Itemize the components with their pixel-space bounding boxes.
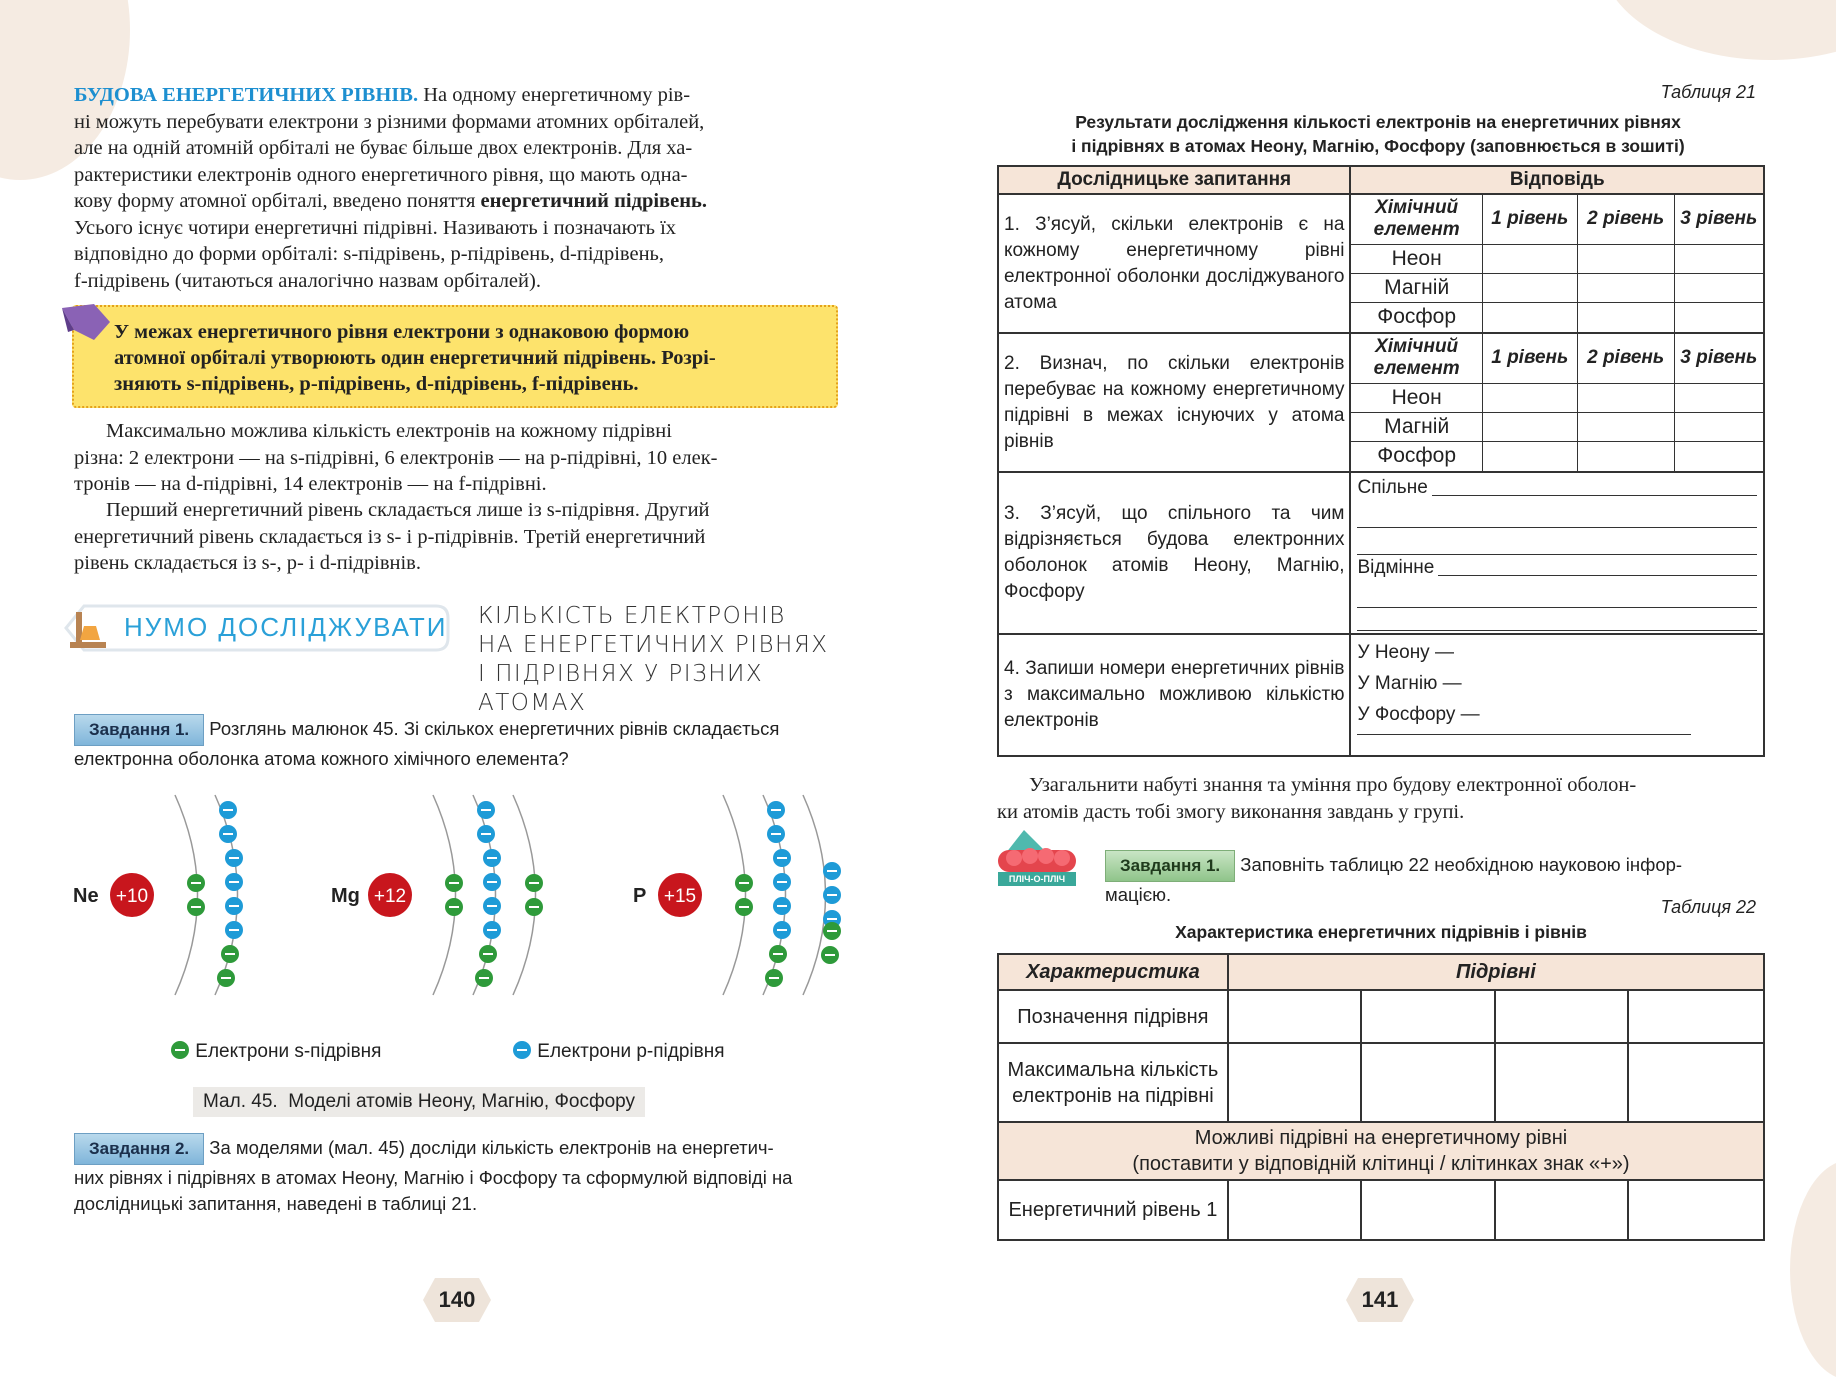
nucleus-charge: +10 — [115, 886, 149, 907]
table22-title: Характеристика енергетичних підрівнів і рівнів — [1175, 922, 1587, 942]
table21-title: Результати дослідження кількості електронів на енергетичних рівнях і підрівнях в атомах Неону, Магнію, Фосфору (заповнюється в зошиті) — [1071, 112, 1685, 156]
electron-minus — [827, 918, 837, 920]
answer-cell[interactable] — [1628, 990, 1764, 1043]
task-tag: Завдання 2. — [74, 1133, 204, 1165]
task-1-right: Завдання 1. Заповніть таблицю 22 необхідною науковою інфор- мацією. — [1105, 850, 1765, 908]
electron-minus — [827, 894, 837, 896]
electron-minus — [191, 882, 201, 884]
answer-cell[interactable] — [1361, 990, 1495, 1043]
answer-cell[interactable] — [1577, 244, 1674, 273]
legend-p: Електрони p-підрівня — [512, 1040, 725, 1063]
answer-cell[interactable] — [1482, 441, 1577, 472]
row-designation: Позначення підрівня — [998, 990, 1228, 1043]
electron-minus — [225, 953, 235, 955]
electron-minus — [221, 977, 231, 979]
answer-cell[interactable] — [1495, 1180, 1629, 1240]
electron-minus — [777, 857, 787, 859]
electron-minus — [777, 905, 787, 907]
answer-cell[interactable] — [1228, 990, 1362, 1043]
electron-minus — [449, 906, 459, 908]
paragraph-energy-levels: БУДОВА ЕНЕРГЕТИЧНИХ РІВНІВ. На одному енергетичному рів- ні можуть перебувати електрони з різними формами атомних орбіталей, але на одній атомній орбіталі не буває більше двох електронів. Для ха- рактеристики електронів одного енергетичного рівня, що мають одна- кову форму атомної орбіталі, введено поняття енергетичний підрівень. Усього існує чотири енергетичні підрівні. Називають і позначають їх відповідно до форми орбіталі: s-підрівень, p-підрівень, d-підрівень, f-підрівень (читаються аналогічно назвам орбіталей). — [74, 84, 708, 292]
electron-minus — [481, 809, 491, 811]
atom-p — [633, 795, 841, 995]
col-answer-header: Відповідь — [1350, 166, 1764, 194]
answer-cell[interactable] — [1577, 441, 1674, 472]
electron-minus — [483, 953, 493, 955]
shell-arc — [433, 795, 456, 995]
atom-mg — [331, 795, 543, 995]
electron-minus — [449, 882, 459, 884]
row-possible-sublevels: Можливі підрівні на енергетичному рівні (поставити у відповідній клітинці / клітинках знак «+») — [998, 1122, 1764, 1180]
question-3: 3. З’ясуй, що спільного та чим відрізняється будова електронних оболонок атомів Неону, Магнію, Фосфору — [998, 472, 1350, 634]
ribbon-icon — [60, 302, 112, 342]
shell-arc — [215, 795, 238, 995]
answer-cell[interactable] — [1674, 383, 1764, 412]
electron-minus — [777, 881, 787, 883]
answer-cell[interactable] — [1674, 441, 1764, 472]
question-4: 4. Запиши номери енергетичних рівнів з максимально можливою кількістю електронів — [998, 634, 1350, 756]
bold-term: енергетичний підрівень. — [475, 190, 708, 212]
electron-minus — [769, 977, 779, 979]
answer-3[interactable]: Спільне Відмінне — [1350, 472, 1764, 634]
shell-arc — [513, 795, 536, 995]
electron-minus — [229, 857, 239, 859]
col-question-header: Дослідницьке запитання — [998, 166, 1350, 194]
answer-cell[interactable] — [1482, 244, 1577, 273]
answer-cell[interactable] — [1577, 383, 1674, 412]
element-magnesium: Магній — [1350, 273, 1482, 302]
atom-models-figure — [0, 780, 918, 1030]
p-electron-icon — [512, 1040, 532, 1060]
task-tag: Завдання 1. — [1105, 850, 1235, 882]
electron-minus — [487, 857, 497, 859]
answer-cell[interactable] — [1577, 273, 1674, 302]
electron-minus — [223, 809, 233, 811]
electron-minus — [529, 906, 539, 908]
section-heading: БУДОВА ЕНЕРГЕТИЧНИХ РІВНІВ. — [74, 84, 419, 106]
answer-cell[interactable] — [1482, 273, 1577, 302]
figure-caption: Мал. 45. Моделі атомів Неону, Магнію, Фосфору — [193, 1087, 645, 1117]
electron-minus — [529, 882, 539, 884]
question-1: 1. З’ясуй, скільки електронів є на кожному енергетичному рівні електронної оболонки досліджуваного атома — [998, 194, 1350, 333]
table21-label: Таблиця 21 — [1660, 82, 1756, 102]
nucleus-charge: +15 — [663, 886, 697, 907]
page-number-right: 141 — [1344, 1276, 1416, 1324]
electron-minus — [229, 905, 239, 907]
element-neon: Неон — [1350, 244, 1482, 273]
element-symbol: Mg — [331, 885, 360, 907]
answer-cell[interactable] — [1495, 990, 1629, 1043]
page-number-left: 140 — [421, 1276, 493, 1324]
answer-cell[interactable] — [1674, 302, 1764, 333]
electron-minus — [223, 833, 233, 835]
shell-arc — [473, 795, 496, 995]
electron-minus — [771, 833, 781, 835]
shell-arc — [723, 795, 746, 995]
answer-cell[interactable] — [1577, 412, 1674, 441]
table-21: Дослідницьке запитання Відповідь 1. З’ясуй, скільки електронів є на кожному енергетичному рівні електронної оболонки досліджуваного атома Хімічний елемент 1 рівень 2 рівень 3 рівень Неон Магній Фосфор 2. Визнач, по скільки електронів перебуває на кожному енергетичному підрівні в межах існуючих у атома рівнів Хімічний елемент 1 рівень 2 рівень 3 рівень Неон Магній Фосфор 3. З’ясуй, що спільного та чим відрізняється будова електронних оболонок атомів Неону, Магнію, Фосфору Спільне Відмінне 4. Запиши номери енергетичних рівнів з максимально можливою кількістю електронів У Неону — У Магнію — У Фосфору — — [997, 165, 1765, 757]
paragraph-max-electrons: Максимально можлива кількість електронів на кожному підрівні різна: 2 електрони — на s-підрівні, 6 електронів — на p-підрівні, 10 елек- тронів — на d-підрівні, 14 електронів — на f-підрівні. — [74, 420, 718, 495]
legend-s: Електрони s-підрівня — [170, 1040, 381, 1063]
research-topic: КІЛЬКІСТЬ ЕЛЕКТРОНІВ НА ЕНЕРГЕТИЧНИХ РІВНЯХ І ПІДРІВНЯХ У РІЗНИХ АТОМАХ — [478, 603, 829, 716]
shell-arc — [763, 795, 786, 995]
answer-cell[interactable] — [1628, 1180, 1764, 1240]
table22-label: Таблиця 22 — [1660, 897, 1756, 917]
answer-cell[interactable] — [1482, 302, 1577, 333]
question-2: 2. Визнач, по скільки електронів перебуває на кожному енергетичному підрівні в межах існуючих у атома рівнів — [998, 333, 1350, 472]
nucleus-charge: +12 — [373, 886, 407, 907]
task-tag: Завдання 1. — [74, 714, 204, 746]
answer-cell[interactable] — [1482, 412, 1577, 441]
atom-ne — [73, 795, 243, 995]
answer-cell[interactable] — [1228, 1043, 1362, 1122]
answer-cell[interactable] — [1361, 1043, 1495, 1122]
electron-minus — [739, 882, 749, 884]
electron-minus — [191, 906, 201, 908]
table-22 — [997, 953, 1765, 1241]
answer-cell[interactable] — [1361, 1180, 1495, 1240]
left-page — [0, 0, 918, 1360]
electron-minus — [481, 833, 491, 835]
task-1-left: Завдання 1. Розглянь малюнок 45. Зі скількох енергетичних рівнів складається електронна оболонка атома кожного хімічного елемента? — [74, 714, 844, 772]
element-symbol: Ne — [73, 885, 99, 907]
group-work-label: ПЛІЧ-О-ПЛІЧ — [1008, 874, 1066, 884]
row-energy-level-1: Енергетичний рівень 1 — [998, 1180, 1228, 1240]
electron-minus — [487, 881, 497, 883]
answer-4[interactable]: У Неону — У Магнію — У Фосфору — — [1350, 634, 1764, 756]
row-max-electrons: Максимальна кількість електронів на підрівні — [998, 1043, 1228, 1122]
element-symbol: P — [633, 885, 647, 907]
electron-minus — [479, 977, 489, 979]
electron-minus — [487, 905, 497, 907]
answer-cell[interactable] — [1674, 244, 1764, 273]
answer-cell[interactable] — [1577, 302, 1674, 333]
answer-cell[interactable] — [1482, 383, 1577, 412]
paragraph-level-structure: Перший енергетичний рівень складається лише із s-підрівня. Другий енергетичний рівень складається із s- і p-підрівнів. Третій енергетичний рівень складається із s-, p- і d-підрівнів. — [74, 499, 710, 574]
col-sublevels: Підрівні — [1228, 954, 1764, 990]
electron-minus — [229, 881, 239, 883]
key-idea-callout: У межах енергетичного рівня електрони з однаковою формою атомної орбіталі утворюють один енергетичний підрівень. Розрі- зняють s-підрівень, p-підрівень, d-підрівень, f-підрівень. — [72, 305, 838, 408]
electron-minus — [777, 929, 787, 931]
answer-cell[interactable] — [1674, 273, 1764, 302]
electron-minus — [771, 809, 781, 811]
col-characteristic: Характеристика — [998, 954, 1228, 990]
electron-minus — [827, 930, 837, 932]
electron-minus — [825, 954, 835, 956]
shell-arc — [803, 795, 826, 995]
element-phosphorus: Фосфор — [1350, 302, 1482, 333]
answer-cell[interactable] — [1674, 412, 1764, 441]
electron-minus — [739, 906, 749, 908]
electron-minus — [487, 929, 497, 931]
shell-arc — [175, 795, 198, 995]
summary-paragraph: Узагальнити набуті знання та уміння про будову електронної оболон- ки атомів дасть тобі змогу виконання завдань у групі. — [997, 774, 1637, 823]
answer-cell[interactable] — [1228, 1180, 1362, 1240]
electron-minus — [827, 870, 837, 872]
explore-banner-label: НУМО ДОСЛІДЖУВАТИ — [124, 612, 448, 642]
answer-cell[interactable] — [1628, 1043, 1764, 1122]
s-electron-icon — [170, 1040, 190, 1060]
task-2-left: Завдання 2. За моделями (мал. 45) досліди кількість електронів на енергетич- них рівнях і підрівнях в атомах Неону, Магнію і Фосфору та сформулюй відповіді на дослідницькі запитання, наведені в таблиці 21. — [74, 1133, 844, 1217]
electron-minus — [229, 929, 239, 931]
answer-cell[interactable] — [1495, 1043, 1629, 1122]
right-page — [918, 0, 1836, 1360]
electron-minus — [773, 953, 783, 955]
